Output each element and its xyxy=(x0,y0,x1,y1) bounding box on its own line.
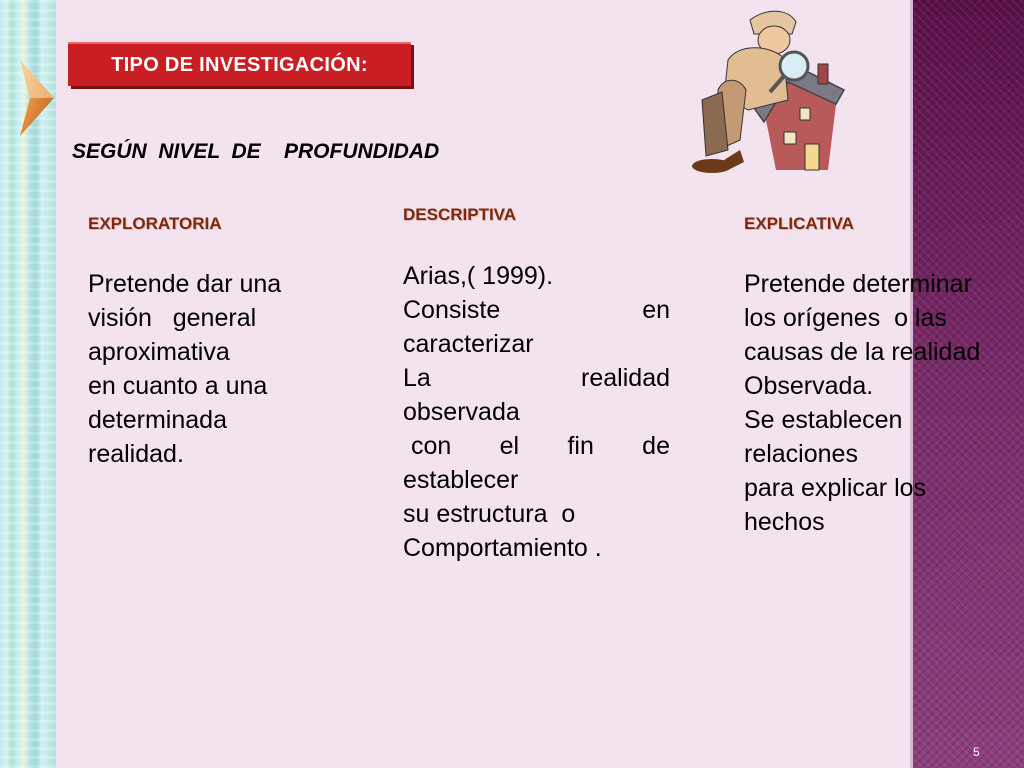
explicativa-line: causas de la realidad xyxy=(744,338,981,366)
body-explicativa xyxy=(744,267,980,539)
descriptiva-line: caracterizar xyxy=(403,330,534,358)
explicativa-line: Pretende determinar xyxy=(744,270,972,298)
exploratoria-line: determinada xyxy=(88,406,227,434)
explicativa-line: para explicar los xyxy=(744,474,927,502)
explicativa-line: Observada. xyxy=(744,372,874,400)
descriptiva-line: establecer xyxy=(403,466,519,494)
descriptiva-word: La xyxy=(403,364,431,392)
descriptiva-line: Comportamiento . xyxy=(403,534,602,562)
exploratoria-line: realidad. xyxy=(88,440,184,468)
title-banner xyxy=(68,42,411,86)
exploratoria-line: Pretende dar una xyxy=(88,270,282,298)
descriptiva-word: en xyxy=(642,296,670,324)
body-descriptiva xyxy=(403,259,670,565)
slide-title: TIPO DE INVESTIGACIÓN: xyxy=(111,53,368,76)
descriptiva-line: Arias,( 1999). xyxy=(403,262,554,290)
explicativa-line: relaciones xyxy=(744,440,858,468)
slide-subtitle: SEGÚN NIVEL DE PROFUNDIDAD xyxy=(72,140,440,163)
explicativa-line: Se establecen xyxy=(744,406,903,434)
descriptiva-line: observada xyxy=(403,398,520,426)
descriptiva-word: de xyxy=(642,432,670,460)
descriptiva-word: fin xyxy=(567,432,594,460)
arrow-icon xyxy=(18,58,58,138)
heading-explicativa: EXPLICATIVA xyxy=(744,214,854,233)
descriptiva-line xyxy=(403,293,670,327)
descriptiva-line xyxy=(403,429,670,463)
descriptiva-line: su estructura o xyxy=(403,500,576,528)
descriptiva-word: el xyxy=(499,432,520,460)
descriptiva-line xyxy=(403,361,670,395)
exploratoria-line: visión general xyxy=(88,304,257,332)
body-exploratoria xyxy=(88,267,281,471)
descriptiva-word: con xyxy=(411,432,452,460)
exploratoria-line: en cuanto a una xyxy=(88,372,268,400)
explicativa-line: hechos xyxy=(744,508,825,536)
heading-exploratoria: EXPLORATORIA xyxy=(88,214,222,233)
descriptiva-word: realidad xyxy=(581,364,670,392)
exploratoria-line: aproximativa xyxy=(88,338,230,366)
explicativa-line: los orígenes o las xyxy=(744,304,947,332)
page-number: 5 xyxy=(973,745,980,759)
detective-house-icon xyxy=(688,0,850,178)
heading-descriptiva: DESCRIPTIVA xyxy=(403,205,517,224)
descriptiva-word: Consiste xyxy=(403,296,501,324)
